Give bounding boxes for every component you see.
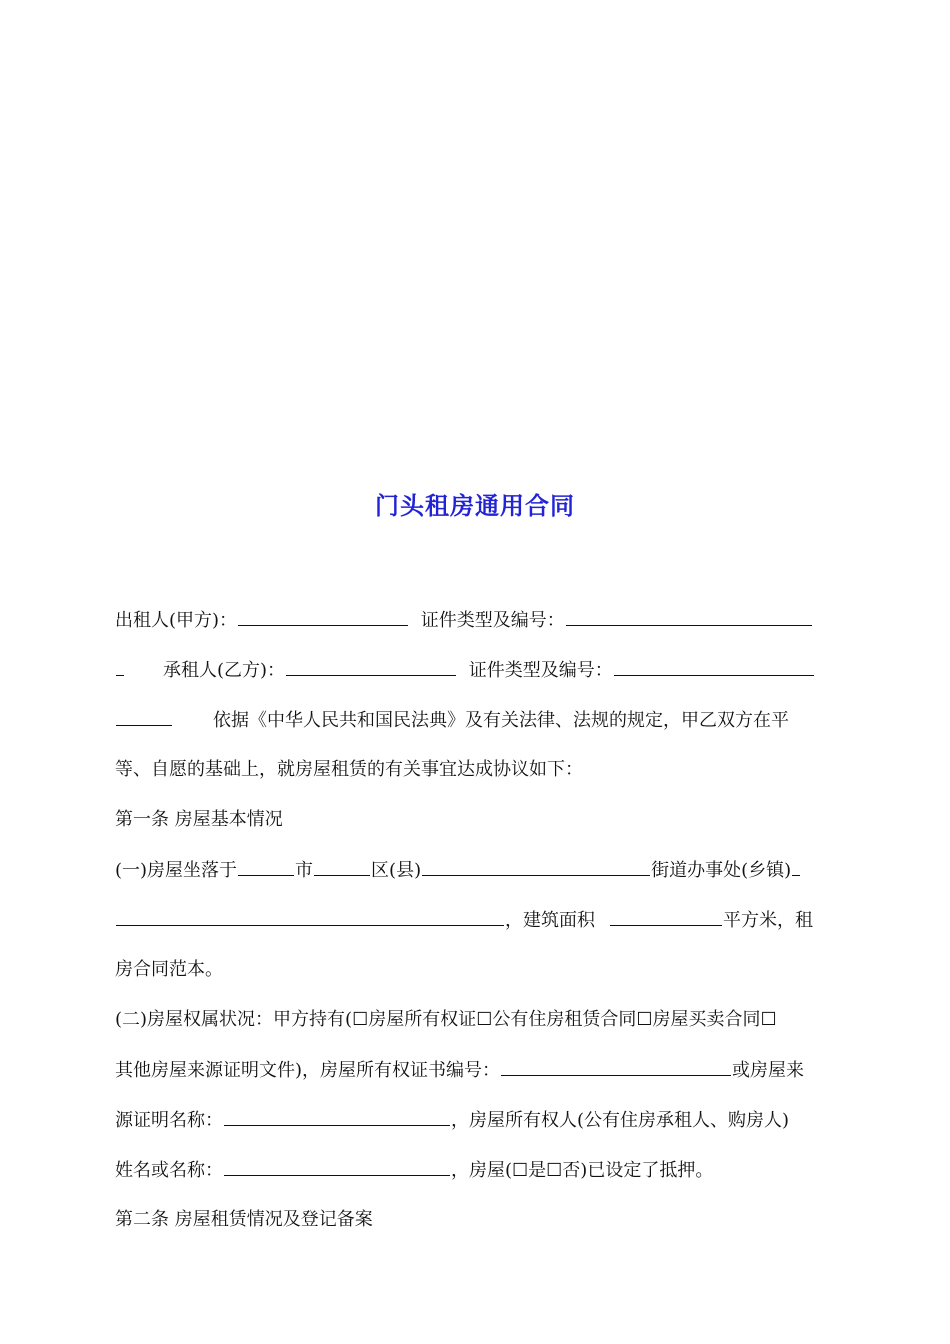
article-2-heading: 第二条 房屋租赁情况及登记备案: [115, 1209, 373, 1230]
certificate-line: [115, 1057, 837, 1083]
owner-name-blank: [224, 1157, 450, 1176]
basis-line-cont: 等、自愿的基础上，就房屋租赁的有关事宜达成协议如下：: [115, 759, 583, 780]
owner-name-label: 姓名或名称：: [115, 1160, 223, 1181]
lessee-line: [115, 657, 837, 683]
lessor-name-blank: [238, 607, 408, 626]
district-label: 区(县): [371, 860, 422, 881]
city-blank: [238, 857, 294, 876]
certificate-label: 其他房屋来源证明文件)，房屋所有权证书编号：: [115, 1060, 501, 1081]
district-blank: [314, 857, 370, 876]
location-line: [115, 857, 837, 883]
source-name-blank: [224, 1107, 450, 1126]
lessor-id-label: 证件类型及编号：: [420, 610, 565, 631]
certificate-number-blank: [501, 1057, 731, 1076]
lessee-id-blank: [614, 657, 814, 676]
area-blank: [610, 907, 722, 926]
source-name-label: 源证明名称：: [115, 1110, 223, 1131]
lessor-line: [115, 607, 837, 633]
source-label: 或房屋来: [732, 1060, 805, 1081]
area-line: [115, 907, 837, 933]
template-line: 房合同范本。: [115, 959, 223, 980]
ownership-line: (二)房屋权属状况：甲方持有(☐房屋所有权证☐公有住房租赁合同☐房屋买卖合同☐: [115, 1009, 777, 1030]
area-label: ，建筑面积: [505, 910, 595, 931]
lessee-label: 承租人(乙方)：: [163, 660, 286, 681]
city-label: 市: [295, 860, 314, 881]
basis-line: [115, 707, 837, 733]
lessee-name-blank: [286, 657, 456, 676]
area-unit: 平方米，租: [723, 910, 813, 931]
street-label: 街道办事处(乡镇): [651, 860, 792, 881]
document-title: 门头租房通用合同: [375, 492, 575, 520]
lessor-label: 出租人(甲方)：: [115, 610, 238, 631]
location-label: (一)房屋坐落于: [115, 860, 238, 881]
mortgage-text: ，房屋(☐是☐否)已设定了抵押。: [451, 1160, 714, 1181]
town-blank: [792, 857, 800, 876]
lessor-id-blank: [566, 607, 812, 626]
lessee-id-blank-cont: [116, 707, 172, 726]
basis-text: 依据《中华人民共和国民法典》及有关法律、法规的规定，甲乙双方在平: [213, 710, 789, 731]
source-name-line: [115, 1107, 837, 1133]
lessee-id-label: 证件类型及编号：: [468, 660, 613, 681]
owner-label: ，房屋所有权人(公有住房承租人、购房人): [451, 1110, 790, 1131]
lessor-id-blank-cont: [116, 657, 124, 676]
owner-name-line: [115, 1157, 837, 1183]
article-1-heading: 第一条 房屋基本情况: [115, 809, 283, 830]
street-blank: [422, 857, 650, 876]
address-blank: [116, 907, 504, 926]
